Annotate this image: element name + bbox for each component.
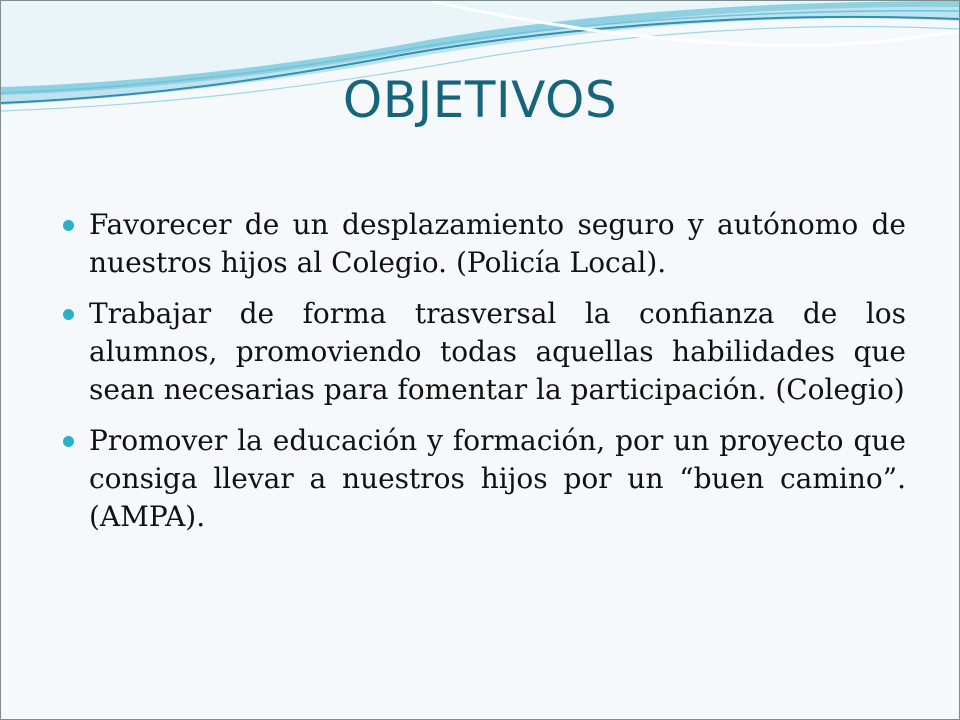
objective-item-1 bbox=[61, 206, 906, 282]
objective-item-2 bbox=[61, 295, 906, 409]
objective-text: Favorecer de un desplazamiento seguro y autónomo de nuestros hijos al Colegio. (Policía Local). bbox=[89, 208, 906, 279]
objective-text: Promover la educación y formación, por un proyecto que consiga llevar a nuestros hijos por un “buen camino”. (AMPA). bbox=[89, 424, 906, 533]
bullet-dot-icon bbox=[63, 220, 74, 231]
bullet-dot-icon bbox=[63, 309, 74, 320]
bullet-dot-icon bbox=[63, 436, 74, 447]
objective-item-3 bbox=[61, 422, 906, 536]
objectives-list bbox=[61, 206, 906, 549]
slide-title: OBJETIVOS bbox=[342, 71, 618, 129]
objective-text: Trabajar de forma trasversal la confianza de los alumnos, promoviendo todas aquellas habilidades que sean necesarias para fomentar la participación. (Colegio) bbox=[89, 297, 906, 406]
